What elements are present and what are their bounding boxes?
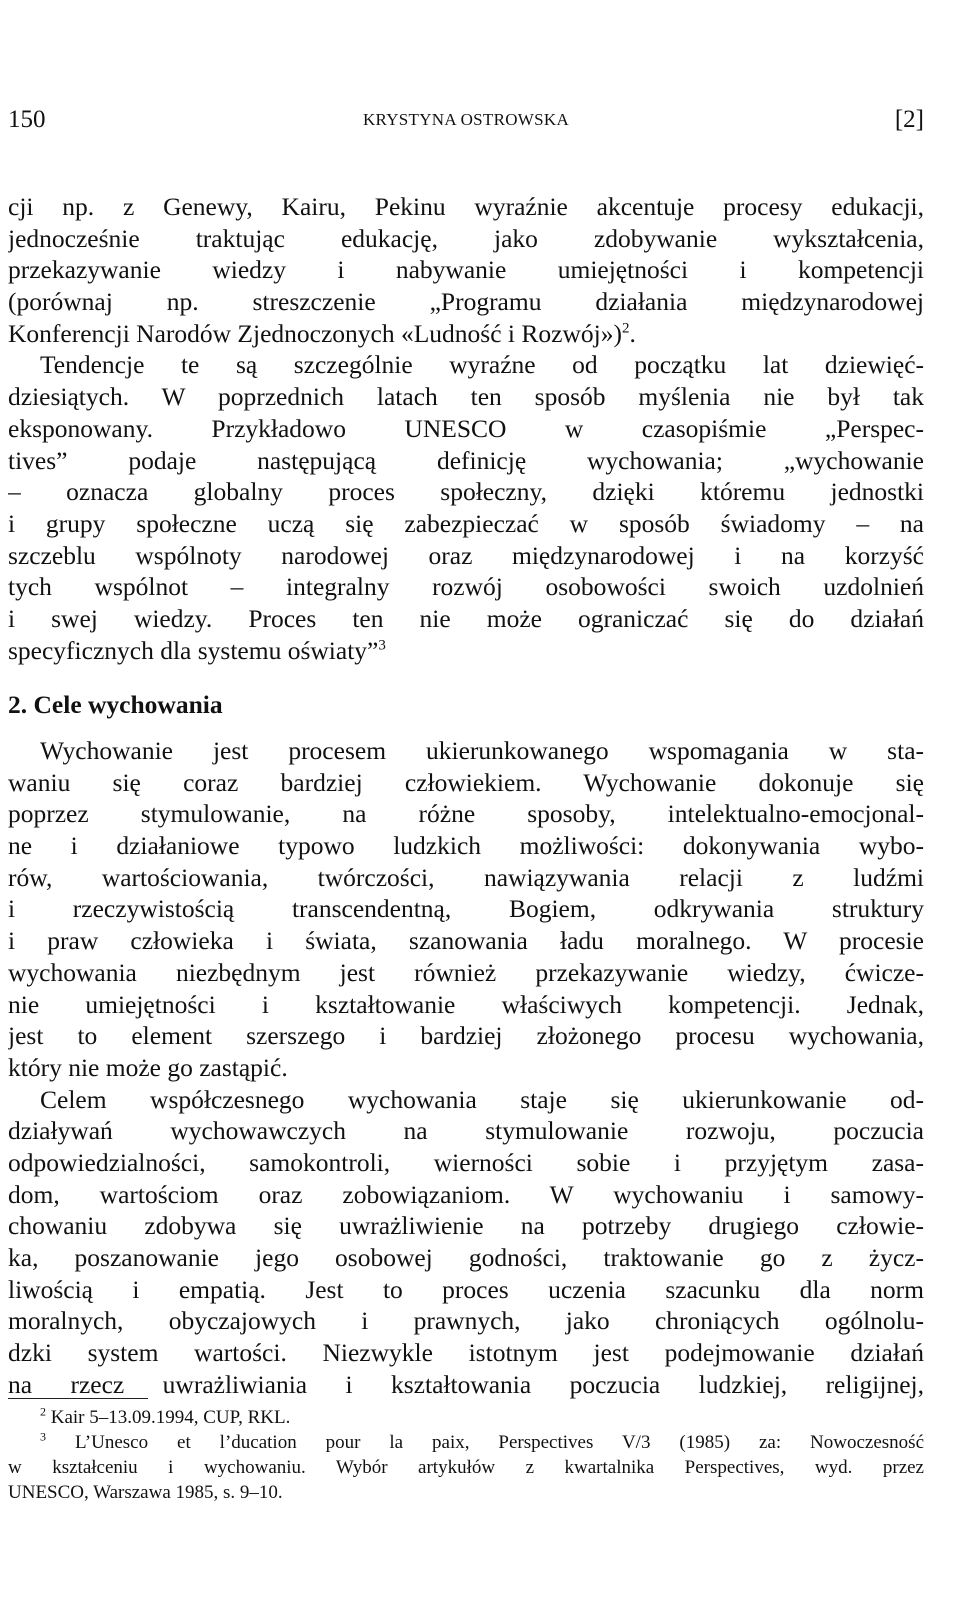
text-line: Wychowanie jest procesem ukierunkowanego wspomagania w sta- (40, 736, 924, 765)
section-heading: 2. Cele wychowania (8, 690, 223, 720)
text-line: dom, wartościom oraz zobowiązaniom. W wychowaniu i samowy- (8, 1179, 924, 1209)
text-line: jest to element szerszego i bardziej złożonego procesu wychowania, (8, 1021, 924, 1051)
text-line: (porównaj np. streszczenie „Programu działania międzynarodowej (8, 287, 924, 317)
text-line: i swej wiedzy. Proces ten nie może ograniczać się do działań (8, 603, 924, 633)
footnotes (8, 1405, 924, 1505)
footnote-mark: 2 (40, 1405, 46, 1419)
text-line: ne i działaniowe typowo ludzkich możliwości: dokonywania wybo- (8, 831, 924, 861)
text-line: jednocześnie traktując edukację, jako zdobywanie wykształcenia, (8, 223, 924, 253)
text-line: waniu się coraz bardziej człowiekiem. Wychowanie dokonuje się (8, 767, 924, 797)
page-number: 150 (8, 106, 46, 133)
text-line: Konferencji Narodów Zjednoczonych «Ludność i Rozwój»)$^2$. (8, 318, 636, 348)
footnote-line: w kształceniu i wychowaniu. Wybór artykułów z kwartalnika Perspectives, wyd. przez (8, 1457, 924, 1478)
text-line: ka, poszanowanie jego osobowej godności, traktowanie go z życz- (8, 1243, 924, 1272)
text-line: dziesiątych. W poprzednich latach ten sposób myślenia nie był tak (8, 382, 924, 412)
text-line: eksponowany. Przykładowo UNESCO w czasopiśmie „Perspec- (8, 413, 924, 443)
text-line: cji np. z Genewy, Kairu, Pekinu wyraźnie akcentuje procesy edukacji, (8, 192, 924, 221)
text-line: poprzez stymulowanie, na różne sposoby, intelektualno-emocjonal- (8, 799, 924, 829)
text-line: specyficznych dla systemu oświaty”$^3$ (8, 635, 386, 665)
text-line: odpowiedzialności, samokontroli, wierności sobie i przyjętym zasa- (8, 1147, 924, 1177)
text-line: działywań wychowawczych na stymulowanie rozwoju, poczucia (8, 1116, 924, 1146)
text-line: tives” podaje następującą definicję wychowania; „wychowanie (8, 445, 924, 475)
footnote-3: $^3$ L’Unesco et l’ducation pour la paix, Perspectives V/3 (1985) za: Nowoczesność (40, 1430, 924, 1453)
footnote-mark: 3 (40, 1430, 46, 1444)
text-line: – oznacza globalny proces społeczny, dzięki któremu jednostki (8, 477, 924, 507)
text-line: tych wspólnot – integralny rozwój osobowości swoich uzdolnień (8, 572, 924, 602)
section-number: [2] (894, 106, 924, 133)
text-line: nie umiejętności i kształtowanie właściwych kompetencji. Jednak, (8, 989, 924, 1019)
text-line: i rzeczywistością transcendentną, Bogiem, odkrywania struktury (8, 894, 924, 924)
text-line: liwością i empatią. Jest to proces uczenia szacunku dla norm (8, 1274, 924, 1304)
text-line: i praw człowieka i świata, szanowania ładu moralnego. W procesie (8, 926, 924, 956)
text-line: na rzecz uwrażliwiania i kształtowania poczucia ludzkiej, religijnej, (8, 1369, 924, 1399)
footnote-ref-2[interactable]: 2 (621, 320, 630, 337)
text-line: Tendencje te są szczególnie wyraźne od początku lat dziewięć- (40, 350, 924, 380)
main-text (8, 191, 924, 1400)
footnote-2: $^2$ Kair 5–13.09.1994, CUP, RKL. (40, 1405, 291, 1428)
text-line: dzki system wartości. Niezwykle istotnym jest podejmowanie działań (8, 1338, 924, 1368)
running-header (8, 106, 924, 146)
text-line: Celem współczesnego wychowania staje się ukierunkowanie od- (40, 1084, 924, 1114)
text-line: rów, wartościowania, twórczości, nawiązywania relacji z ludźmi (8, 862, 924, 892)
text-line: który nie może go zastąpić. (8, 1052, 288, 1082)
footnote-line: UNESCO, Warszawa 1985, s. 9–10. (8, 1482, 283, 1503)
text-line: i grupy społeczne uczą się zabezpieczać w sposób świadomy – na (8, 508, 924, 538)
running-author: KRYSTYNA OSTROWSKA (362, 110, 570, 129)
text-line: przekazywanie wiedzy i nabywanie umiejętności i kompetencji (8, 255, 924, 285)
text-line: chowaniu zdobywa się uwrażliwienie na potrzeby drugiego człowie- (8, 1211, 924, 1241)
text-line: szczeblu wspólnoty narodowej oraz międzynarodowej i na korzyść (8, 540, 924, 570)
text-line: wychowania niezbędnym jest również przekazywanie wiedzy, ćwicze- (8, 957, 924, 987)
footnote-ref-3[interactable]: 3 (378, 637, 386, 654)
text-line: moralnych, obyczajowych i prawnych, jako chroniących ogólnolu- (8, 1306, 924, 1336)
footnote-rule (8, 1398, 148, 1399)
